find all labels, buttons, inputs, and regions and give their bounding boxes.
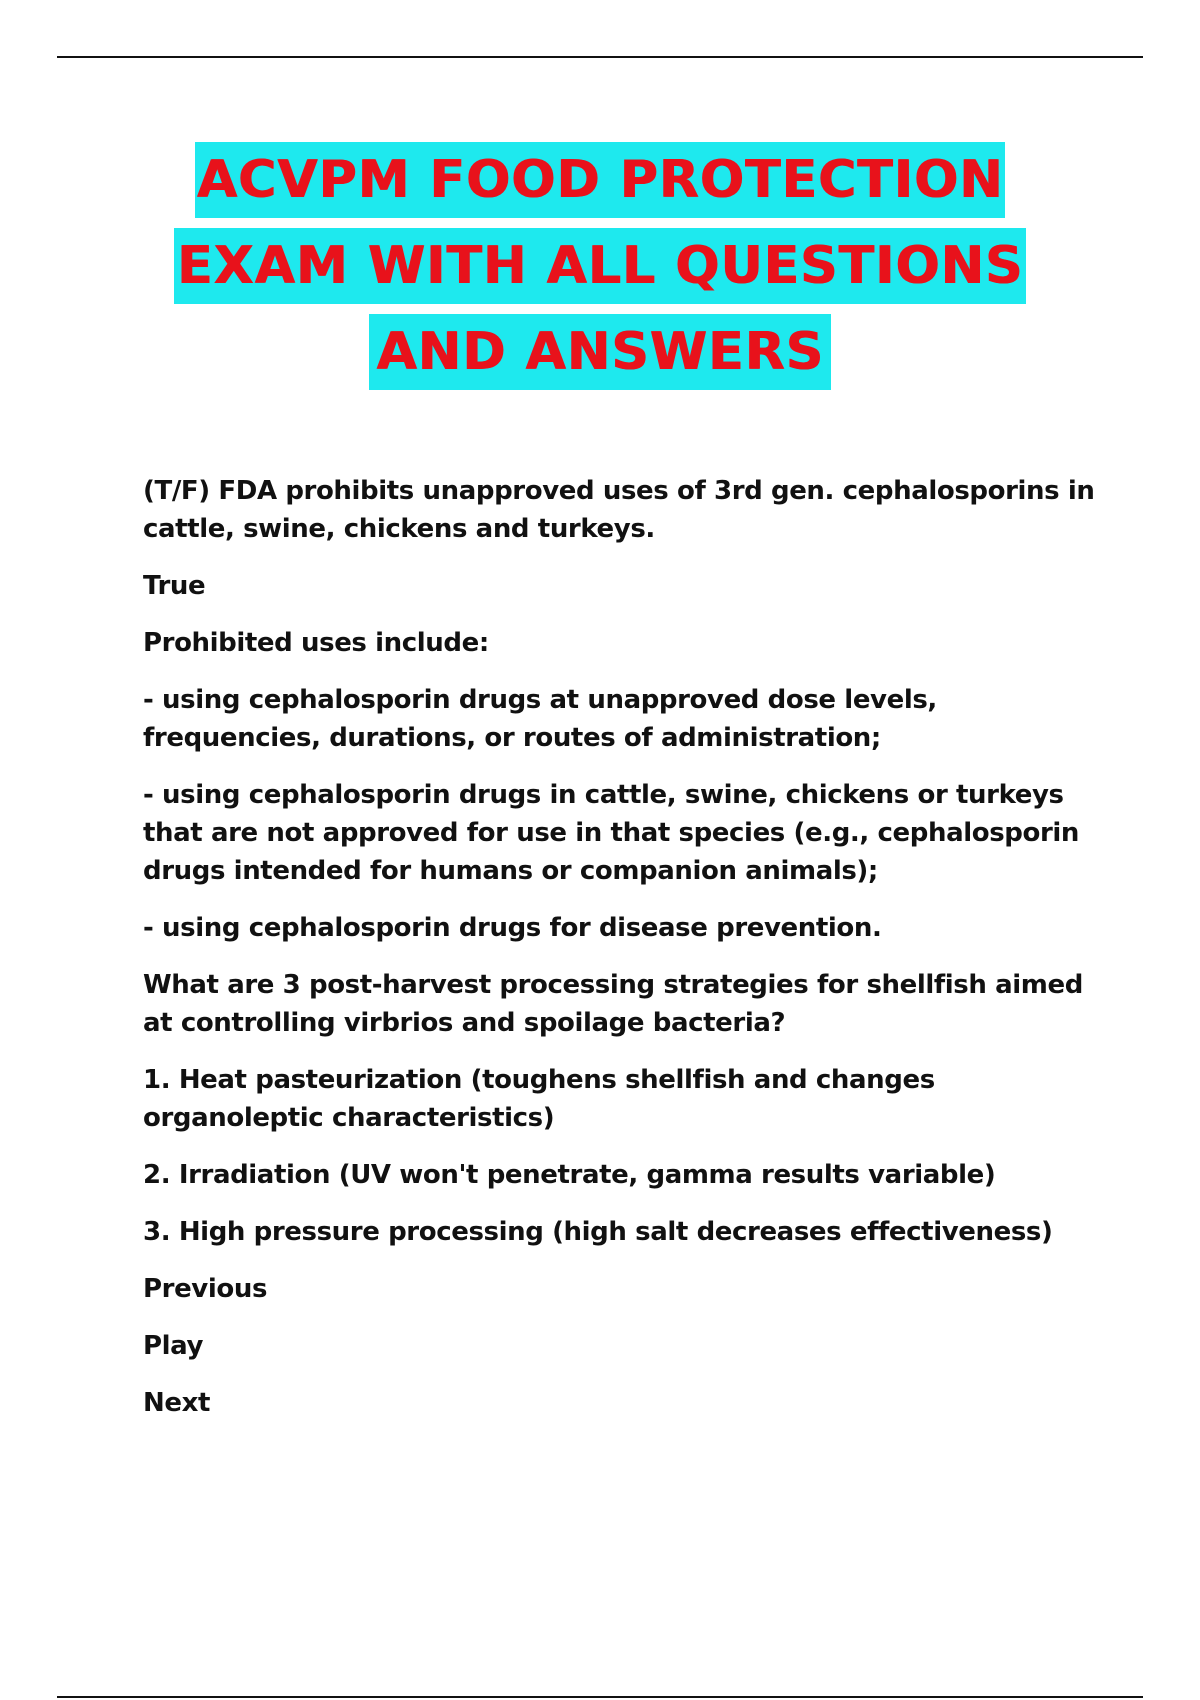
document-body xyxy=(143,472,1103,1441)
title-line-1: ACVPM FOOD PROTECTION xyxy=(195,142,1005,218)
title-line-2: EXAM WITH ALL QUESTIONS xyxy=(174,228,1026,304)
title-line-3: AND ANSWERS xyxy=(369,314,831,390)
document-title xyxy=(0,142,1200,400)
answer-1: True xyxy=(143,571,206,601)
question-1: (T/F) FDA prohibits unapproved uses of 3rd gen. cephalosporins in cattle, swine, chickens and turkeys. xyxy=(143,476,1095,544)
answer-2-item-2: 2. Irradiation (UV won't penetrate, gamma results variable) xyxy=(143,1160,996,1190)
question-2: What are 3 post-harvest processing strategies for shellfish aimed at controlling virbrios and spoilage bacteria? xyxy=(143,970,1083,1038)
play-label: Play xyxy=(143,1331,204,1361)
answer-1-item-2: - using cephalosporin drugs in cattle, swine, chickens or turkeys that are not approved for use in that species (e.g., cephalosporin drugs intended for humans or companion animals); xyxy=(143,780,1080,886)
next-label: Next xyxy=(143,1388,210,1418)
answer-1-explanation-heading: Prohibited uses include: xyxy=(143,628,489,658)
bottom-divider xyxy=(57,1696,1143,1698)
answer-2-item-3: 3. High pressure processing (high salt decreases effectiveness) xyxy=(143,1217,1053,1247)
answer-1-item-1: - using cephalosporin drugs at unapproved dose levels, frequencies, durations, or routes of administration; xyxy=(143,685,937,753)
answer-2-item-1: 1. Heat pasteurization (toughens shellfish and changes organoleptic characteristics) xyxy=(143,1065,935,1133)
top-divider xyxy=(57,56,1143,58)
previous-label: Previous xyxy=(143,1274,268,1304)
answer-1-item-3: - using cephalosporin drugs for disease prevention. xyxy=(143,913,882,943)
